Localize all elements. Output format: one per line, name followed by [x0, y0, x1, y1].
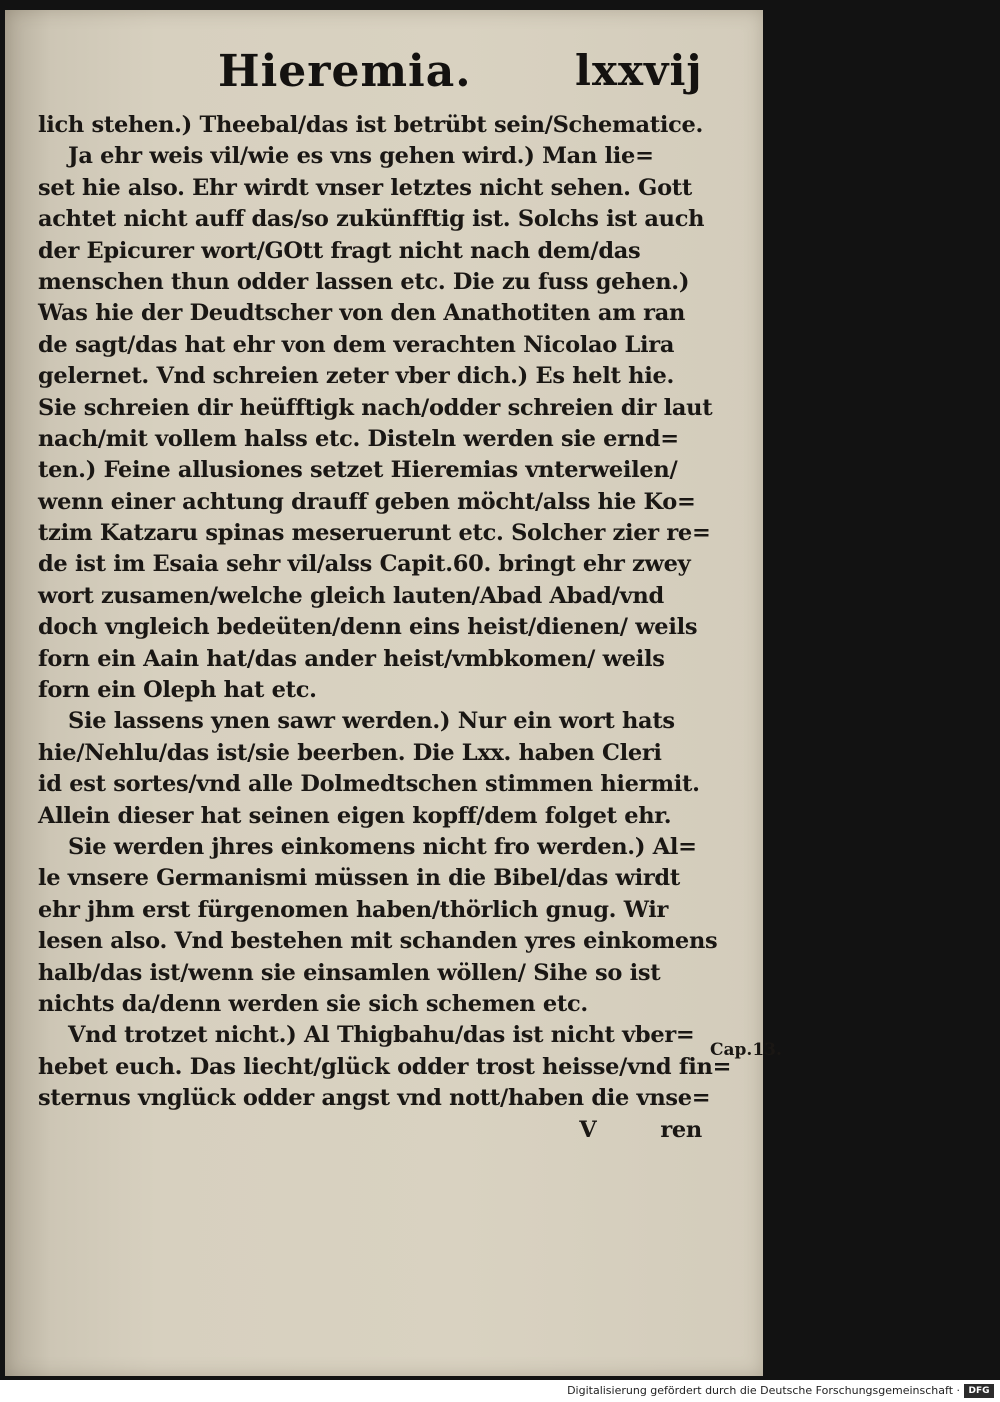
text-line: halb/das ist/wenn sie einsamlen wöllen/ Sihe so ist: [38, 959, 661, 986]
text-line: hie/Nehlu/das ist/sie beerben. Die Lxx. haben Cleri: [38, 739, 662, 766]
text-line: de sagt/das hat ehr von dem verachten Nicolao Lira: [38, 331, 675, 358]
text-line: lesen also. Vnd bestehen mit schanden yres einkomens: [38, 928, 718, 955]
book-page: [5, 10, 782, 1376]
text-line: Allein dieser hat seinen eigen kopff/dem folget ehr.: [38, 802, 672, 829]
text-line: de ist im Esaia sehr vil/alss Capit.60. bringt ehr zwey: [38, 551, 691, 578]
signature-mark: V: [579, 1116, 597, 1143]
text-line: sternus vnglück odder angst vnd nott/haben die vnse=: [38, 1085, 711, 1112]
text-line: achtet nicht auff das/so zukünfftig ist. Solchs ist auch: [38, 206, 705, 233]
text-line: ehr jhm erst fürgenomen haben/thörlich gnug. Wir: [38, 896, 669, 923]
page-header: [5, 40, 763, 110]
text-line: wort zusamen/welche gleich lauten/Abad Abad/vnd: [38, 582, 664, 609]
text-line: le vnsere Germanismi müssen in die Bibel/das wirdt: [38, 865, 680, 892]
text-line: Sie schreien dir heüfftigk nach/odder schreien dir laut: [38, 394, 713, 421]
text-line: Ja ehr weis vil/wie es vns gehen wird.) Man lie=: [68, 143, 654, 170]
text-block: [38, 110, 732, 1146]
text-line: forn ein Oleph hat etc.: [38, 677, 317, 704]
text-line: hebet euch. Das liecht/glück odder trost heisse/vnd fin=: [38, 1053, 732, 1080]
text-line: menschen thun odder lassen etc. Die zu fuss gehen.): [38, 268, 690, 295]
text-line: gelernet. Vnd schreien zeter vber dich.) Es helt hie.: [38, 363, 675, 390]
text-line: lich stehen.) Theebal/das ist betrübt sein/Schematice.: [38, 112, 704, 138]
text-line: der Epicurer wort/GOtt fragt nicht nach dem/das: [38, 237, 641, 264]
text-line: nach/mit vollem halss etc. Disteln werden sie ernd=: [38, 425, 679, 452]
text-line: tzim Katzaru spinas meseruerunt etc. Solcher zier re=: [38, 520, 711, 547]
marginal-note: Cap.13.: [710, 1040, 782, 1060]
catchword: ren: [660, 1116, 702, 1143]
catchword-line: [38, 1115, 718, 1146]
text-line: set hie also. Ehr wirdt vnser letztes nicht sehen. Gott: [38, 174, 692, 201]
text-line: ten.) Feine allusiones setzet Hieremias vnterweilen/: [38, 457, 678, 484]
funding-credit: Digitalisierung gefördert durch die Deutsche Forschungsgemeinschaft ·: [567, 1384, 960, 1397]
text-line: Sie lassens ynen sawr werden.) Nur ein wort hats: [68, 708, 675, 735]
text-line: doch vngleich bedeüten/denn eins heist/dienen/ weils: [38, 614, 698, 641]
footer: [0, 1383, 1000, 1402]
dfg-logo-icon: DFG: [964, 1384, 994, 1398]
text-line: id est sortes/vnd alle Dolmedtschen stimmen hiermit.: [38, 771, 700, 798]
text-line: Was hie der Deudtscher von den Anathotiten am ran: [38, 300, 686, 327]
text-line: Sie werden jhres einkomens nicht fro werden.) Al=: [68, 833, 697, 860]
text-line: nichts da/denn werden sie sich schemen etc.: [38, 990, 588, 1017]
text-line: Vnd trotzet nicht.) Al Thigbahu/das ist nicht vber=: [68, 1022, 695, 1049]
text-line: forn ein Aain hat/das ander heist/vmbkomen/ weils: [38, 645, 665, 672]
text-line: wenn einer achtung drauff geben möcht/alss hie Ko=: [38, 488, 696, 515]
running-head: Hieremia.: [218, 46, 472, 97]
folio-number: lxxvij: [575, 46, 703, 95]
